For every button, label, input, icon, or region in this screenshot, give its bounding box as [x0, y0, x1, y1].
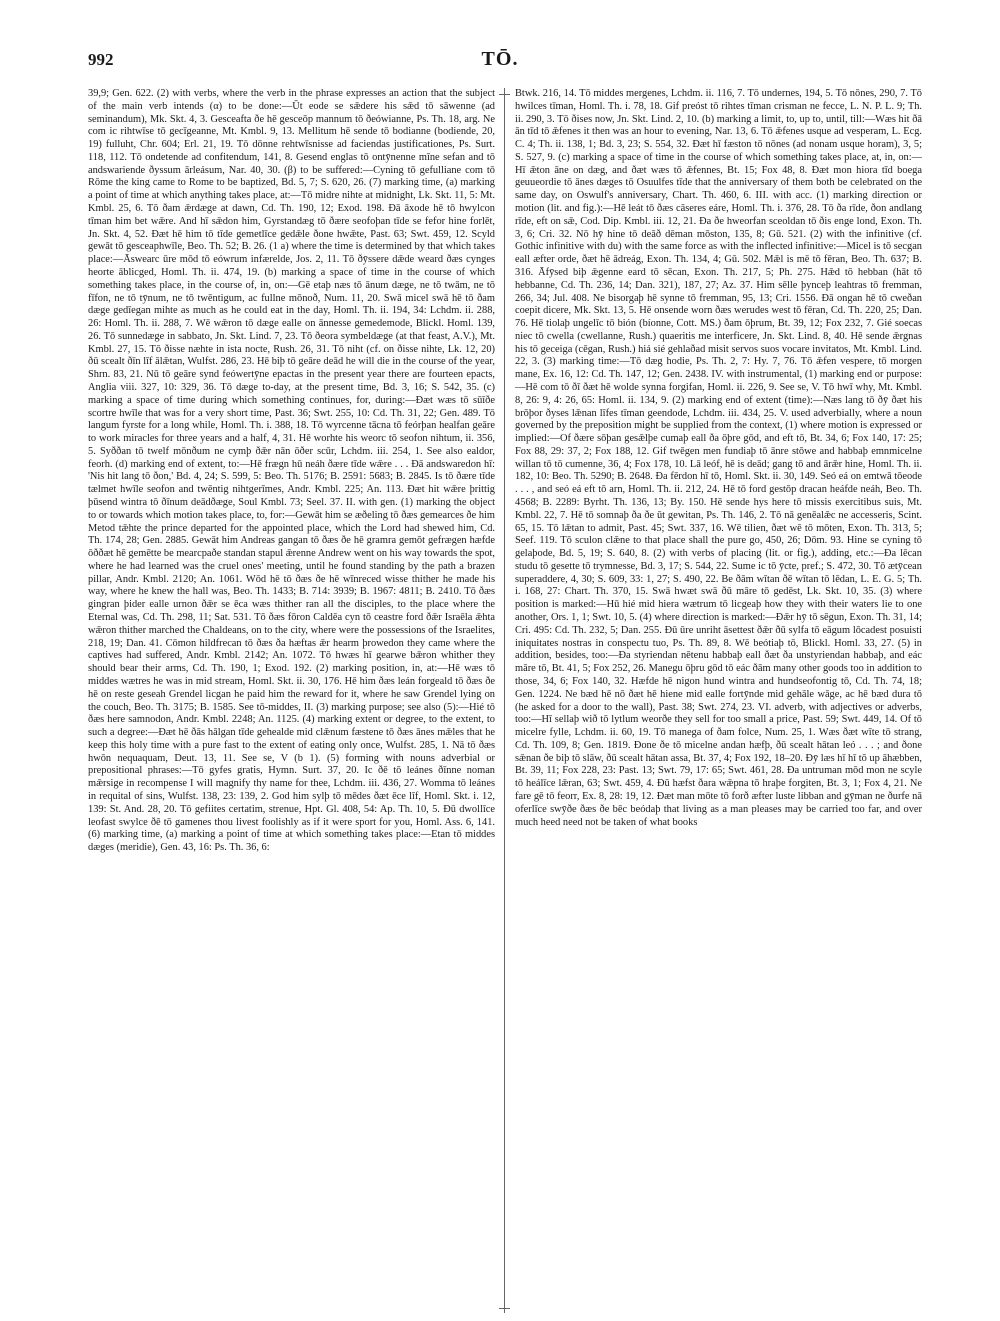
- column-rule: [504, 88, 505, 1313]
- page-number: 992: [88, 50, 114, 69]
- right-column: [515, 88, 922, 1313]
- right-column-text: Btwk. 216, 14. Tō middes mergenes, Lchdm. ii. 116, 7. Tō undernes, 194, 5. Tō nōnes, 290, 7. Tō hwilces tīman, Homl. Th. i. 78, 18. Gif preóst tō rihtes tīman crisman ne fecce, L. N. P. L. 9; Th. ii. 290, 3. Tō ðises now, Jn. Skt. Lind. 2, 10. (b) marking a limit, to, up to, until, till:—Wæs hit ðā ān tīd tō ǣfenes it then was an hour to evening, Nar. 13, 6. Tō ǣfenes usque ad vesperam, L. Ecg. C. 4; Th. ii. 138, 1; Bd. 3, 23; S. 554, 32. Ðæt hī fæston tō nōnes (ad nonam usque horam), 3, 5; S. 527, 9. (c) marking a space of time in the course of which something takes place, at, in, on:—Hī ǣton āne on dæg, and ðæt wæs tō ǣfennes, Bt. 15; Fox 48, 8. Ðæt mon hiora tīd boega geuueordie tō ānes dæges tō Osuulfes tīde that the anniversary of them both be celebrated on the same day, on Oswulf's anniversary, Chart. Th. 460, 6. III. with acc. (1) marking direction or motion (lit. and fig.):—Hē leát tō ðæs cāseres eáre, Homl. Th. i. 376, 28. Tō ða rīde, ðon andlang rīde, eft on sǣ, Cod. Dip. Kmbl. iii. 12, 21. Ða ðe hweorfan sceoldan tō ðis enge lond, Exon. Th. 3, 6; Cri. 32. Nō hȳ hine tō deāð dēman mōston, 135, 8; Gū. 521. (2) with the infinitive (cf. Gothic infinitive with du) with the same force as with the inflected infinitive:—Micel is tō secgan eall æfter orde, ðæt hē ādreág, Exon. Th. 134, 4; Gū. 502. Mǣl is mē tō fēran, Beo. Th. 637; B. 316. Āfȳsed biþ ǣgenne eard tō sēcan, Exon. Th. 217, 5; Ph. 275. Hǣd tō hebban (hāt tō hebbanne, Cd. Th. 236, 14; Dan. 321), 187, 27; Az. 37. Him sēlle þynceþ leahtras tō fremman, 266, 34; Jul. 408. Ne bisorgaþ hē synne tō fremman, 95, 13; Cri. 1556. Ðā ongan hē tō cweðan coepit dicere, Mk. Skt. 13, 5. Hē onsende worn ðæs werudes west tō fēran, Cd. Th. 220, 25; Dan. 76. Hē tiolaþ ungelīc tō bión (bíonne, Cott. MS.) ðam ōþrum, Bt. 39, 12; Fox 232, 7. Gié soecas niec tō cwella (cwellanne, Rush.) quaeritis me interficere, Jn. Skt. Lind. 8, 40. Hē sende ǣrgnas his tō geceiga (cēgan, Rush.) hiá sié gehlaðad misit servos suos vocare invitatos, Mt. Kmbl. Lind. 22, 3. (3) marking time:—Tō dæg hodie, Ps. Th. 2, 7: Hy. 7, 76. Tō ǣfen vespere, tō morgen mane, Ex. 16, 12: Cd. Th. 147, 12; Gen. 2438. IV. with instrumental, (1) marking end or purpose:—Hē com tō ðī ðæt hē wolde synna forgifan, Homl. ii. 226, 9. See se, V. Tō hwī why, Mt. Kmbl. 8, 26: 9, 4: 26, 65: Homl. ii. 134, 9. (2) marking end of extent (time):—Næs lang tō ðȳ ðæt his brōþor ðyses lǣnan līfes tīman geendode, Lchdm. iii. 434, 25. V. used adverbially, where a noun governed by the preposition might be supplied from the context, (1) where motion is expressed or implied:—Of ðære sōþan gesǣlþe cumaþ eall ða ōþre gōd, and eft tō, Bt. 34, 6; Fox 140, 17: 25; Fox 88, 29: 37, 2; Fox 188, 12. Gif twēgen men fundiaþ tō ānre stōwe and habbaþ emnmicelne willan tō tō cumenne, 36, 4; Fox 178, 10. Lā leóf, hē is deād; gang tō and ārǣr hine, Homl. Th. ii. 182, 10: Beo. Th. 5290; B. 2648. Ða fērdon hī tō, Homl. Skt. ii. 30, 149. Seó eá on emtwā tōeode . . . , and seó eá eft tō arn, Homl. Th. ii. 212, 24. Hē tō ford gestōp dracan heáfde neáh, Beo. Th. 4568; B. 2289: Byrht. Th. 136, 13; By. 150. Hē sende hys here tō missis exercitibus suis, Mt. Kmbl. 22, 7. Hē tō somnaþ ða ðe ūt gewitan, Ps. Th. 146, 2. Tō nā genēalǣc ne accesseris, Scint. 65, 15. Tō lǣtan to admit, Past. 45; Swt. 337, 16. Wē tilien, ðæt wē tō mōten, Exon. Th. 313, 5; Seef. 119. Tō sculon clǣne to that place shall the pure go, 450, 26; Dōm. 93. Hine se cyning tō gelaþode, Bd. 5, 19; S. 640, 8. (2) with verbs of placing (lit. or fig.), adding, etc.:—Ða lēcan studu tō gesette tō trymnesse, Bd. 3, 17; S. 544, 22. Sume ic tō ȳcte, pref.; S. 472, 30. Tō ætȳcean superaddere, 4, 30; S. 609, 33: 1, 27; S. 490, 22. Be ðām wītan ðē wītan tō lēdan, L. E. G. 5; Th. i. 168, 27: Chart. Th. 370, 15. Swā hwæt swā ðū māre tō gedēst, Lk. Skt. 10, 35. (3) where position is marked:—Hū hié mid hiera wætrum tō licgeaþ how they with their waters lie to one another, Ors. 1, 1; Swt. 10, 5. (4) where direction is marked:—Ðǣr hȳ tō sēgun, Exon. Th. 31, 14; Cri. 495: Cd. Th. 232, 5; Dan. 255. Ðū ūre unriht āsettest ðǣr ðū sylfa tō eāgum lōcadest posuisti iniquitates nostras in conspectu tuo, Ps. Th. 89, 8. Wē beótiaþ tō, Blickl. Homl. 33, 27. (5) in addition, besides, too:—Ða styriendan nētenu habbaþ eall ðæt ða unstyriendan habbaþ, and eác māre tō, Bt. 41, 5; Fox 252, 26. Manegu ōþru gōd tō eác ðām many other goods too in addition to those, 34, 6; Fox 140, 32. Hæfde hē nigon hund wintra and hundseofontig tō, Cd. Th. 74, 18; Gen. 1224. Ne bæd hē nō ðæt hē hiene mid ealle fortȳnde mid gehāle wāge, ac hē bæd dura tō (he asked for a door to the wall), Past. 38; Swt. 274, 23. VI. adverb, with adjectives or adverbs, too:—Hī sellaþ wið tō lytlum weorðe they sell for too small a price, Past. 59; Swt. 449, 14. Of tō micelre fylle, Lchdm. ii. 60, 19. Tō manega of ðam folce, Num. 25, 1. Wæs ðæt wīte tō strang, Cd. Th. 109, 8; Gen. 1819. Ðone ðe tō micelne andan hæfþ, ðū scealt hātan leó . . . ; and ðone sǣnan ðe biþ tō slāw, ðū scealt hātan assa, Bt. 37, 4; Fox 192, 18–20. Ðȳ læs hī hī tō up āhæbben, Bt. 39, 11; Fox 228, 23: Past. 13; Swt. 79, 17: 65; Swt. 461, 28. Ða untruman mōd mon ne scyle tō heálīce lǣran, 63; Swt. 459, 4. Ðū hæfst ðara wǣpna tō hraþe forgiten, Bt. 3, 1; Fox 4, 21. Ne fare gē tō feorr, Ex. 8, 28: 19, 12. Ðæt man mōte tō forð æfter luste libban and gȳman ne ðurfe nā oferlīce swȳðe ðæs ðe bēc beódaþ that living as a man pleases may be carried too far, and over much heed need not be taken of what books: [515, 88, 922, 828]
- column-rule-tick-bottom: [499, 1308, 510, 1309]
- left-column: [88, 88, 495, 1313]
- left-column-text: 39,9; Gen. 622. (2) with verbs, where the verb in the phrase expresses an action that the subject of the main verb intends (α) to be done:—Ūt eode se sǣdere his sǣd tō sāwenne (ad seminandum), Mk. Skt. 4, 3. Gesceafta ðe hē gesceōp mannum tō ðeówianne, Ps. Th. 18, arg. Ne com ic rihtwīse tō gecīgeanne, Mt. Kmbl. 9, 13. Mellitum hē sende tō bodianne (bodiende, 20, 19) fulluht, Chr. 604; Erl. 21, 19. Tō dōnne rehtwīsnisse ad faciendas justificationes, Ps. Surt. 118, 112. Tō ondetende ad confitendum, 141, 8. Gesend englas tō ontȳnenne mīne sefan and tō andswariende ðyssum ārleásum, Nar. 40, 30. (β) to be suffered:—Cyning tō gefulliane com tō Rōme the king came to Rome to be baptized, Bd. 5, 7; S. 620, 26. (7) marking time, (a) marking a point of time at which anything takes place, at:—Tō midre nihte at midnight, Lk. Skt. 11, 5: Mt. Kmbl. 25, 6. Tō ðam ǣrdæge at dawn, Cd. Th. 190, 12; Exod. 198. Ðā āxode hē tō hwylcon tīman him bet wǣre. And hī sǣdon him, Gyrstandæg tō ðære seofoþan tīde se fefor hine forlēt, Jn. Skt. 4, 52. Ðæt hē him tō tīde gemetlīce gedǣle ðone hwǣte, Past. 63; Swt. 459, 12. Scyld gewāt tō gesceaphwīle, Beo. Th. 52; B. 26. (1 a) where the time is determined by that which takes place:—Āswearc ūre mōd tō eówrum infærelde, Jos. 2, 11. Tō ðȳssere dǣde weard ðæs cynges heorte āblicged, Homl. Th. ii. 474, 19. (b) marking a space of time in the course of which something takes place, in the course of, in, on:—Gē etaþ næs tō ānum dæge, ne tō twām, ne tō fīfon, ne tō tȳnum, ne tō twēntigum, ac fullne mōnoð, Num. 11, 20. Swā micel swā hē tō ðam dæge gedīegan mihte as much as he could eat in the day, Homl. Th. ii. 194, 34: Lchdm. ii. 288, 26: Homl. Th. ii. 288, 7. Wē wǣron tō dæge ealle on ānnesse gemedemode, Blickl. Homl. 139, 26. Tō sunnedæge in sabbato, Jn. Skt. Lind. 7, 23. Tō ðeora symbeldæge (at that feast, A.V.), Mt. Kmbl. 27, 15. Tō ðisse næhte in ista nocte, Rush. 26, 31. Tō niht (cf. on ðisse nihte, Lk. 12, 20) ðū scealt ðīn līf ālǣtan, Wulfst. 286, 23. Hē biþ tō geāre deād he will die in the course of the year, Shrn. 83, 21. Nū tō geāre synd feówertȳne epactas in the present year there are fourteen epacts, Anglia viii. 327, 10: 329, 36. Tō dæge to-day, at the present time, Bd. 3, 16; S. 542, 35. (c) marking a space of time during which something continues, for, during:—Ðæt wæs tō sūīðe scortre hwīle that was for a very short time, Past. 36; Swt. 255, 10: Cd. Th. 31, 22; Gen. 489. Tō langum fyrste for a long while, Homl. Th. i. 388, 18. Tō wyrcenne tācna tō feórþan healfan geāre to work miracles for three years and a half, 4, 31. Hē worhte his weorc tō seofon nihtum, ii. 356, 5. Syððan tō twelf mōnðum ne cymþ ðǣr nān ōðer scūr, Lchdm. iii. 254, 1. See also ealdor, feorh. (d) marking end of extent, to:—Hē frægn hū neáh ðære tīde wǣre . . . Ðā andswaredon hī: 'Nis hit lang tō ðon,' Bd. 4, 24; S. 599, 5: Beo. Th. 5176; B. 2591: 5683; B. 2845. Is tō ðære tīde tælmet hwīle seofon and twēntig nihtgerīmes, Andr. Kmbl. 225; An. 113. Ðæt hit wǣre þrittig þūsend wintra tō ðīnum deādðæge, Soul Kmbl. 73; Seel. 37. II. with gen. (1) marking the object to or towards which motion takes place, to, for:—Gewāt him se æðeling tō ðæs gemearces ðe him Metod tǣhte the prince departed for the appointed place, which the Lord had shewed him, Cd. Th. 174, 28; Gen. 2885. Gewāt him Andreas gangan tō ðæs ðe hē gramra gemōt gefrægen hæfde ōððæt hē gemētte be mearcpaðe standan stapul ǣrenne Andrew went on his way towards the spot, where he had learned was the cruel ones' meeting, until he found standing by the path a brazen pillar, Andr. Kmbl. 2120; An. 1061. Wōd hē tō ðæs ðe hē wīnreced wisse thither he made his way, where he knew the hall was, Beo. Th. 1433; B. 714: 3939; B. 1967: 4811; B. 2410. Tō ðæs gingran þider ealle urnon ðǣr se ēca wæs thither ran all the disciples, to the place where the Eternal was, Cd. Th. 298, 11; Sat. 531. Tō ðæs fōron Caldēa cyn tō ceastre ford ðǣr Israēla ǣhta wǣron thither marched the Chaldeans, on to the city, where were the possessions of the Israelites, 218, 19; Dan. 41. Cōmon hildfrecan tō ðæs ða hæftas ǣr hearm þrowedon they came where the captives had suffered, Andr. Kmbl. 2142; An. 1072. Tō hwæs hī gearwe bǣron whither they should bear their arms, Cd. Th. 190, 1; Exod. 192. (2) marking position, in, at:—Hē wæs tō middes wætres he was in mid stream, Homl. Skt. ii. 30, 176. Hē him ðæs leán forgeald tō ðæs ðe hē on reste geseah Grendel licgan he paid him the reward for it, where he saw Grendel lying on the couch, Beo. Th. 3175; B. 1585. See tō-middes, II. (3) marking purpose; see also (5):—Hié tō ðæs here samnodon, Andr. Kmbl. 2248; An. 1125. (4) marking extent or degree, to the extent, to such a degree:—Ðæt hē ðās hālgan tīde gehealde mid clǣnum fæstene tō ðæs ānes mǣles that he keep this holy time with a pure fast to the extent of eating only once, Wulfst. 285, 1. Nā tō ðæs hwōn nequaquam, Deut. 13, 11. See se, V (b 1). (5) forming with nouns adverbial or prepositional phrases:—Tō gyfes gratis, Hymn. Surt. 37, 20. Ic ðē tō leánes ðīnne noman mǣrsige in recompense I will magnify thy name for thee, Lchdm. iii. 436, 27. Womma tō leánes in requital of sins, Wulfst. 138, 23: 139, 2. God him sylþ tō mēdes ðæt ēce līf, Homl. Skt. i. 12, 139: St. And. 28, 20. Tō gefiites certatim, strenue, Hpt. Gl. 408, 54: Ap. Th. 10, 5. Ðū dwollīce leofast swylce ðē tō gamenes thou livest foolishly as if it were sport for you, Homl. Ass. 6, 141. (6) marking time, (a) marking a point of time at which something takes place:—Etan tō middes dæges (meridie), Gen. 43, 16: Ps. Th. 36, 6:: [88, 88, 495, 854]
- running-headword: TŌ.: [481, 48, 519, 70]
- column-rule-tick-top: [499, 94, 510, 95]
